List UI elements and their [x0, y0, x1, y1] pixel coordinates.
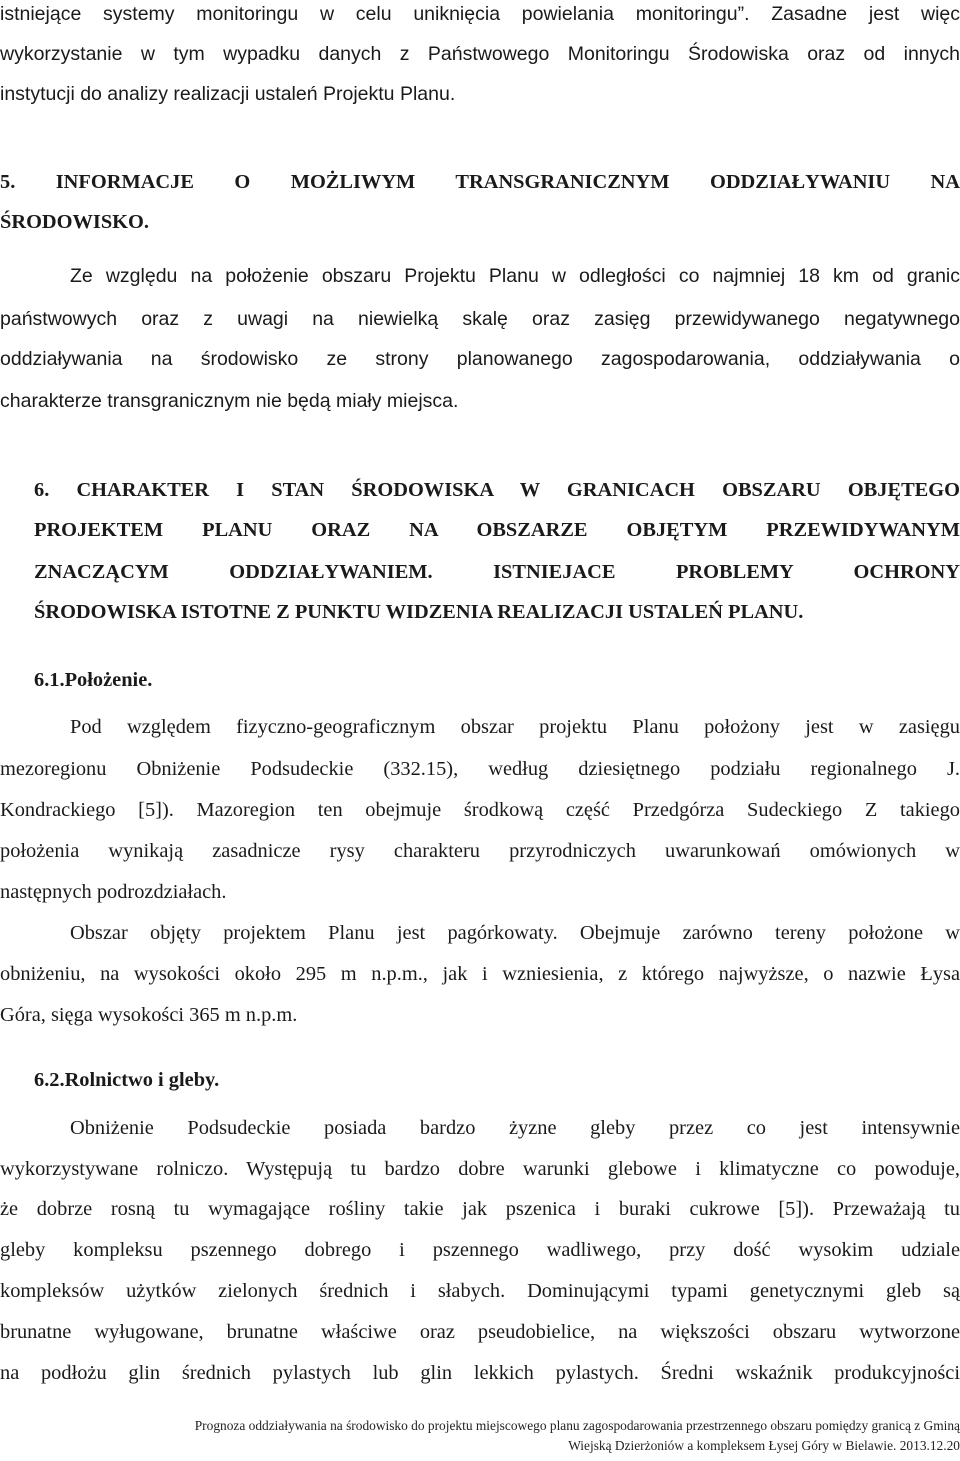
section-5-heading-line2: ŚRODOWISKO.	[0, 211, 149, 233]
section-6-2-heading: 6.2.Rolnictwo i gleby.	[34, 1069, 220, 1091]
intro-line: wykorzystanie w tym wypadku danych z Państwowego Monitoringu Środowiska oraz od innych	[0, 43, 960, 65]
section-6-heading-line: 6. CHARAKTER I STAN ŚRODOWISKA W GRANICACH OBSZARU OBJĘTEGO	[34, 479, 960, 501]
section-6-1-para-line: mezoregionu Obniżenie Podsudeckie (332.15), według dziesiętnego podziału regionalnego J.	[0, 758, 960, 780]
section-6-2-para-line: Obniżenie Podsudeckie posiada bardzo żyzne gleby przez co jest intensywnie	[70, 1117, 960, 1139]
section-6-2-para-line: gleby kompleksu pszennego dobrego i pszennego wadliwego, przy dość wysokim udziale	[0, 1239, 960, 1261]
section-6-1-para2-line: obniżeniu, na wysokości około 295 m n.p.m., jak i wzniesienia, z którego najwyższe, o nazwie Łysa	[0, 963, 960, 985]
section-6-1-para-line: Kondrackiego [5]). Mazoregion ten obejmuje środkową część Przedgórza Sudeckiego Z takiego	[0, 799, 960, 821]
intro-line: istniejące systemy monitoringu w celu uniknięcia powielania monitoringu”. Zasadne jest więc	[0, 3, 960, 25]
section-6-1-para2-line: Góra, sięga wysokości 365 m n.p.m.	[0, 1004, 298, 1026]
intro-line: instytucji do analizy realizacji ustaleń Projektu Planu.	[0, 83, 456, 105]
footer-line1: Prognoza oddziaływania na środowisko do projektu miejscowego planu zagospodarowania przestrzennego obszaru pomiędzy granicą z Gminą	[194, 1418, 960, 1433]
section-6-1-para-line: następnych podrozdziałach.	[0, 881, 227, 903]
section-5-para-line: oddziaływania na środowisko ze strony planowanego zagospodarowania, oddziaływania o	[0, 348, 960, 370]
section-6-heading-line: ZNACZĄCYM ODDZIAŁYWANIEM. ISTNIEJACE PROBLEMY OCHRONY	[34, 561, 960, 583]
section-6-2-para-line: brunatne wyługowane, brunatne właściwe oraz pseudobielice, na większości obszaru wytworzone	[0, 1321, 960, 1343]
section-5-para-line: charakterze transgranicznym nie będą miały miejsca.	[0, 390, 459, 412]
section-6-1-para-line: Pod względem fizyczno-geograficznym obszar projektu Planu położony jest w zasięgu	[70, 716, 960, 738]
section-6-1-heading: 6.1.Położenie.	[34, 669, 153, 691]
section-5-heading	[0, 170, 960, 194]
section-5-heading-line1: 5. INFORMACJE O MOŻLIWYM TRANSGRANICZNYM ODDZIAŁYWANIU NA	[0, 171, 960, 193]
section-6-1-para-line: położenia wynikają zasadnicze rysy charakteru przyrodniczych uwarunkowań omówionych w	[0, 840, 960, 862]
footer-line2: Wiejską Dzierżoniów a kompleksem Łysej Góry w Bielawie. 2013.12.20	[568, 1438, 960, 1453]
section-6-heading-line: ŚRODOWISKA ISTOTNE Z PUNKTU WIDZENIA REALIZACJI USTALEŃ PLANU.	[34, 601, 804, 623]
section-6-heading-line: PROJEKTEM PLANU ORAZ NA OBSZARZE OBJĘTYM PRZEWIDYWANYM	[34, 519, 960, 541]
section-6-2-para-line: na podłożu glin średnich pylastych lub glin lekkich pylastych. Średni wskaźnik produkcyjności	[0, 1362, 960, 1384]
section-6-2-para-line: że dobrze rosną tu wymagające rośliny takie jak pszenica i buraki cukrowe [5]). Przeważają tu	[0, 1198, 960, 1220]
section-6-2-para-line: kompleksów użytków zielonych średnich i słabych. Dominującymi typami genetycznymi gleb są	[0, 1280, 960, 1302]
section-5-para-line: państwowych oraz z uwagi na niewielką skalę oraz zasięg przewidywanego negatywnego	[0, 308, 960, 330]
section-6-2-para-line: wykorzystywane rolniczo. Występują tu bardzo dobre warunki glebowe i klimatyczne co powoduje,	[0, 1158, 960, 1180]
section-6-1-para2-line: Obszar objęty projektem Planu jest pagórkowaty. Obejmuje zarówno tereny położone w	[70, 922, 960, 944]
section-5-para-line: Ze względu na położenie obszaru Projektu Planu w odległości co najmniej 18 km od granic	[70, 265, 960, 287]
